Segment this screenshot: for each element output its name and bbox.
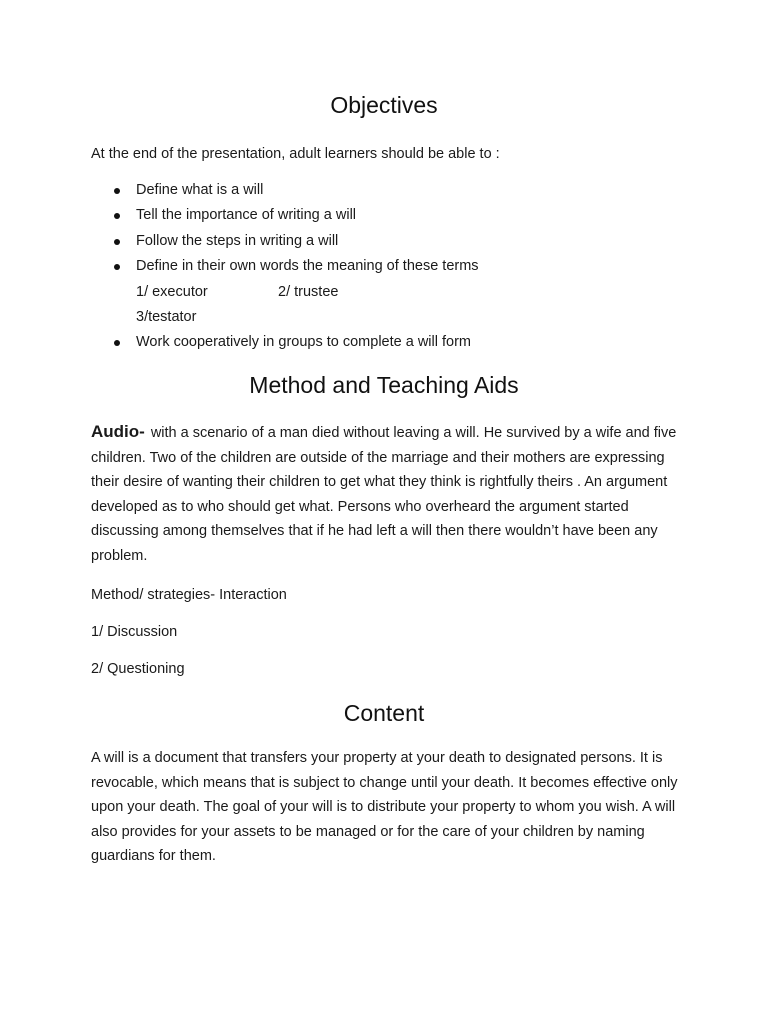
content-paragraph: A will is a document that transfers your property at your death to designated persons. It is revocable, which means that is subject to change until your death. It becomes effective only upon your death. The goal of your will is to distribute your property to whom you wish. A will also provides for your assets to be managed or for the care of your children by naming guardians for them. [91,750,678,865]
term-trustee: 2/ trustee [278,283,339,300]
term-executor: 1/ executor [136,283,208,300]
method-strategies: Method/ strategies- Interaction [91,587,287,603]
term-testator: 3/testator [136,308,197,325]
list-item-text: Tell the importance of writing a will [136,207,357,224]
list-item [112,178,672,203]
bullet-icon [114,340,120,346]
audio-paragraph [91,420,691,569]
objectives-list [112,178,672,355]
list-item-text: Define what is a will [136,182,264,198]
method-discussion: 1/ Discussion [91,624,178,640]
list-item [112,254,672,329]
bullet-icon [114,213,120,219]
bullet-icon [114,264,120,270]
list-item [112,229,672,254]
terms-line [136,280,672,305]
bullet-icon [114,188,120,194]
method-heading: Method and Teaching Aids [249,372,519,398]
list-item-text: Define in their own words the meaning of these terms [136,258,479,275]
list-item [112,330,672,355]
audio-text: with a scenario of a man died without leaving a will. He survived by a wife and five children. Two of the children are outside of the marriage and their mothers are expressing their desire of wanting their children to get what they think is rightfully theirs . An argument developed as to who should get what. Persons who overheard the argument started discussing among themselves that if he had left a will then there wouldn’t have been any problem. [91,425,677,564]
list-item-text: Work cooperatively in groups to complete a will form [136,333,471,350]
objectives-intro: At the end of the presentation, adult learners should be able to : [91,146,500,162]
content-heading: Content [343,700,425,726]
method-questioning: 2/ Questioning [91,661,185,677]
audio-label: Audio- [91,422,145,441]
list-item [112,203,672,228]
list-item-text: Follow the steps in writing a will [136,232,339,249]
bullet-icon [114,239,120,245]
objectives-heading: Objectives [330,92,438,118]
